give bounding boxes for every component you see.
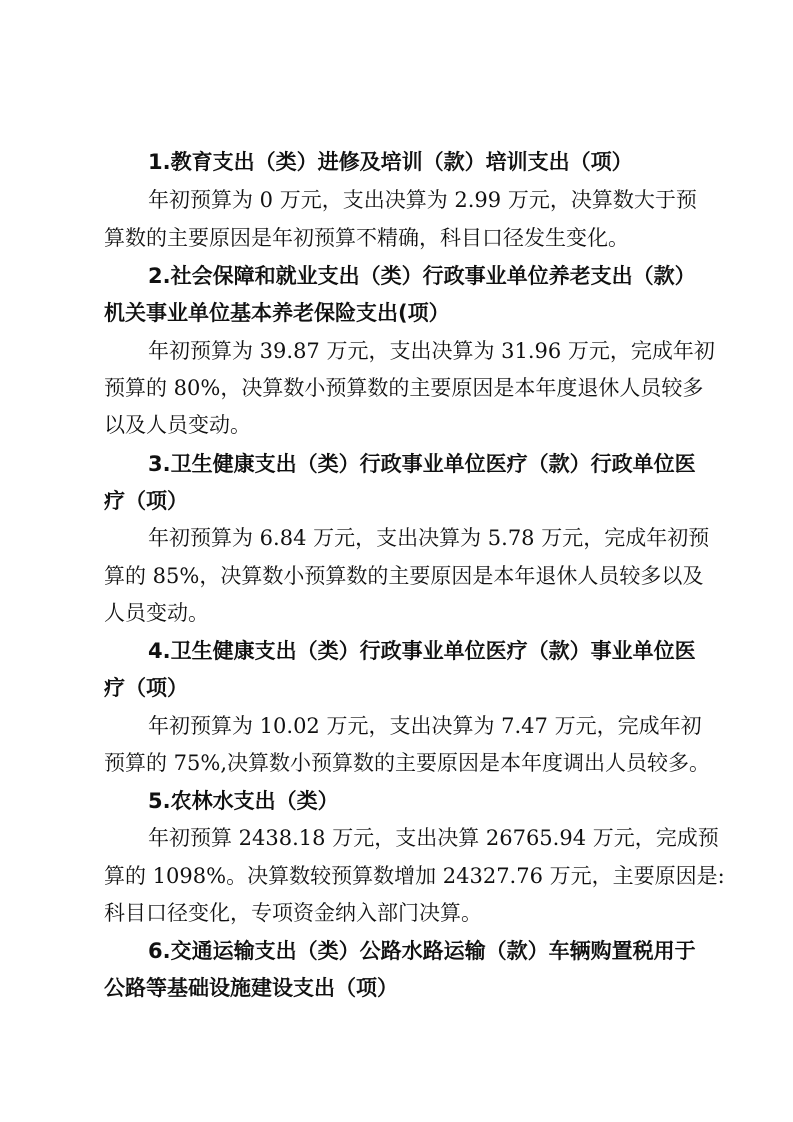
- section-1-body-line-1: 年初预算为 0 万元，支出决算为 2.99 万元，决算数大于预: [148, 188, 697, 212]
- section-4-body-line-1: 年初预算为 10.02 万元，支出决算为 7.47 万元，完成年初: [148, 714, 702, 738]
- section-6-heading-line-2: 公路等基础设施建设支出（项）: [104, 976, 398, 1000]
- section-4-body-line-2: 预算的 75%,决算数小预算数的主要原因是本年度调出人员较多。: [104, 751, 711, 775]
- section-6-heading-line-1: 6.交通运输支出（类）公路水路运输（款）车辆购置税用于: [148, 939, 696, 963]
- section-5-body-line-3: 科目口径变化，专项资金纳入部门决算。: [104, 901, 482, 925]
- section-2-body-line-3: 以及人员变动。: [104, 413, 251, 437]
- section-3-heading-line-2: 疗（项）: [104, 489, 188, 513]
- section-2-body-line-1: 年初预算为 39.87 万元，支出决算为 31.96 万元，完成年初: [148, 339, 715, 363]
- section-1-body-line-2: 算数的主要原因是年初预算不精确，科目口径发生变化。: [104, 226, 629, 250]
- section-2-heading-line-2: 机关事业单位基本养老保险支出(项）: [104, 301, 450, 325]
- section-1-heading: 1.教育支出（类）进修及培训（款）培训支出（项）: [148, 150, 633, 174]
- section-3-body-line-2: 算的 85%，决算数小预算数的主要原因是本年退休人员较多以及: [104, 564, 704, 588]
- section-4-heading-line-1: 4.卫生健康支出（类）行政事业单位医疗（款）事业单位医: [148, 639, 696, 663]
- section-3-body-line-1: 年初预算为 6.84 万元，支出决算为 5.78 万元，完成年初预: [148, 526, 710, 550]
- section-5-heading: 5.农林水支出（类）: [148, 789, 339, 813]
- section-2-body-line-2: 预算的 80%，决算数小预算数的主要原因是本年度退休人员较多: [104, 376, 704, 400]
- section-5-body-line-2: 算的 1098%。决算数较预算数增加 24327.76 万元，主要原因是:: [104, 864, 725, 888]
- section-3-heading-line-1: 3.卫生健康支出（类）行政事业单位医疗（款）行政单位医: [148, 452, 696, 476]
- section-5-body-line-1: 年初预算 2438.18 万元，支出决算 26765.94 万元，完成预: [148, 826, 719, 850]
- section-3-body-line-3: 人员变动。: [104, 601, 209, 625]
- section-2-heading-line-1: 2.社会保障和就业支出（类）行政事业单位养老支出（款）: [148, 264, 696, 288]
- section-4-heading-line-2: 疗（项）: [104, 676, 188, 700]
